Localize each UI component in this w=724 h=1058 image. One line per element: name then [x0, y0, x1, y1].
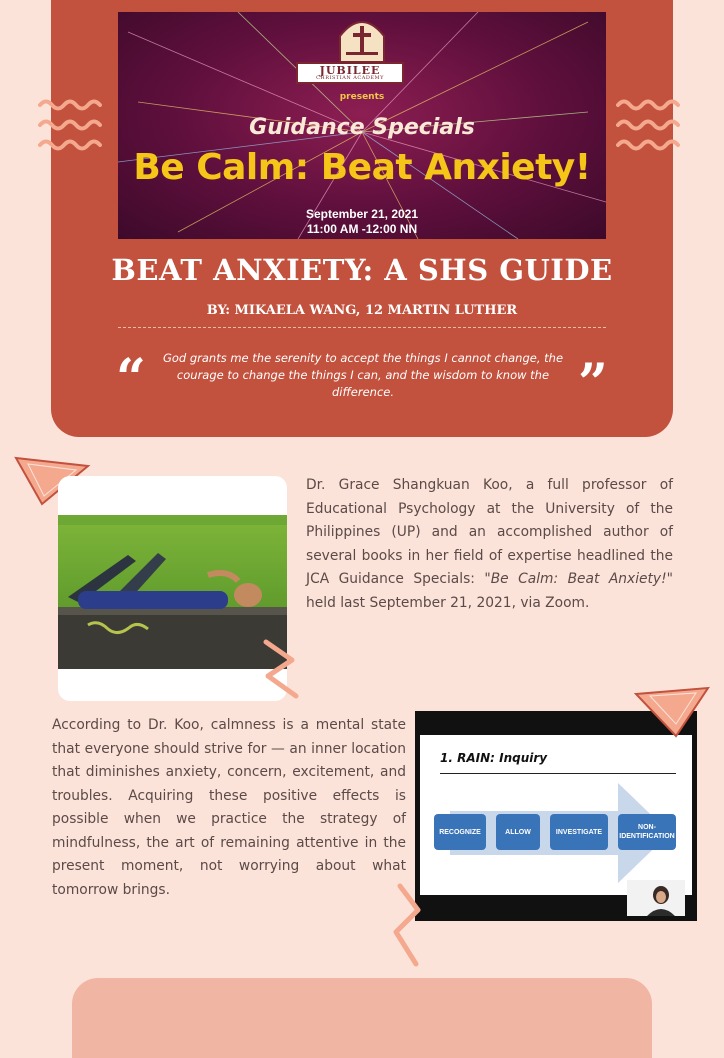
step-non-identification: NON- IDENTIFICATION	[618, 814, 676, 850]
school-name: JUBILEE	[319, 64, 381, 77]
step-allow: ALLOW	[496, 814, 540, 850]
presents-label: presents	[339, 92, 385, 102]
article-title: BEAT ANXIETY: A SHS GUIDE	[111, 253, 613, 287]
bottom-panel	[72, 978, 652, 1058]
intro-paragraph	[306, 474, 673, 615]
quote-text: God grants me the serenity to accept the things I cannot change, the courage to change the things I can, and the wisdom to know the difference.	[162, 351, 564, 399]
event-time: 11:00 AM -12:00 NN	[306, 222, 418, 236]
event-title: Be Calm: Beat Anxiety!	[133, 147, 591, 188]
slide-underline	[440, 773, 676, 774]
presentation-slide	[420, 735, 692, 895]
calmness-paragraph: According to Dr. Koo, calmness is a mental state that everyone should strive for — an inner location that diminishes anxiety, concern, excitement, and troubles. Acquiring these positive effects is possible when we practice the strategy of mindfulness, the art of remaining attentive in the present moment, not worrying about what tomorrow brings.	[52, 717, 406, 898]
close-quote-icon: ”	[578, 353, 608, 414]
article-byline: BY: MIKAELA WANG, 12 MARTIN LUTHER	[206, 303, 518, 318]
right-squiggle-decoration	[616, 97, 686, 157]
open-quote-icon: “	[116, 348, 146, 409]
event-date: September 21, 2021	[305, 207, 419, 221]
man-resting-photo	[58, 515, 287, 669]
intro-text-end: " held last September 21, 2021, via Zoom.	[306, 571, 673, 611]
step-recognize: RECOGNIZE	[434, 814, 486, 850]
left-squiggle-decoration	[38, 97, 108, 157]
zigzag-decoration-bottom	[388, 880, 434, 970]
speaker-video-thumbnail	[627, 880, 685, 916]
series-title: Guidance Specials	[249, 115, 475, 140]
event-banner	[118, 12, 606, 239]
divider	[118, 327, 606, 328]
zigzag-decoration-top	[258, 638, 304, 702]
slide-heading: 1. RAIN: Inquiry	[440, 751, 548, 765]
school-logo	[296, 62, 404, 84]
event-name-italic: Be Calm: Beat Anxiety!	[490, 571, 667, 587]
event-datetime	[118, 207, 606, 237]
intro-text-start: Dr. Grace Shangkuan Koo, a full professor of Educational Psychology at the University of the Philippines (UP) and an accomplished author of several books in her field of expertise headlined the JCA Guidance Specials: "	[306, 477, 673, 587]
school-crest-icon	[336, 14, 388, 64]
step-investigate: INVESTIGATE	[550, 814, 608, 850]
triangle-decoration-right	[632, 684, 712, 742]
school-subtitle: CHRISTIAN ACADEMY	[316, 75, 384, 81]
